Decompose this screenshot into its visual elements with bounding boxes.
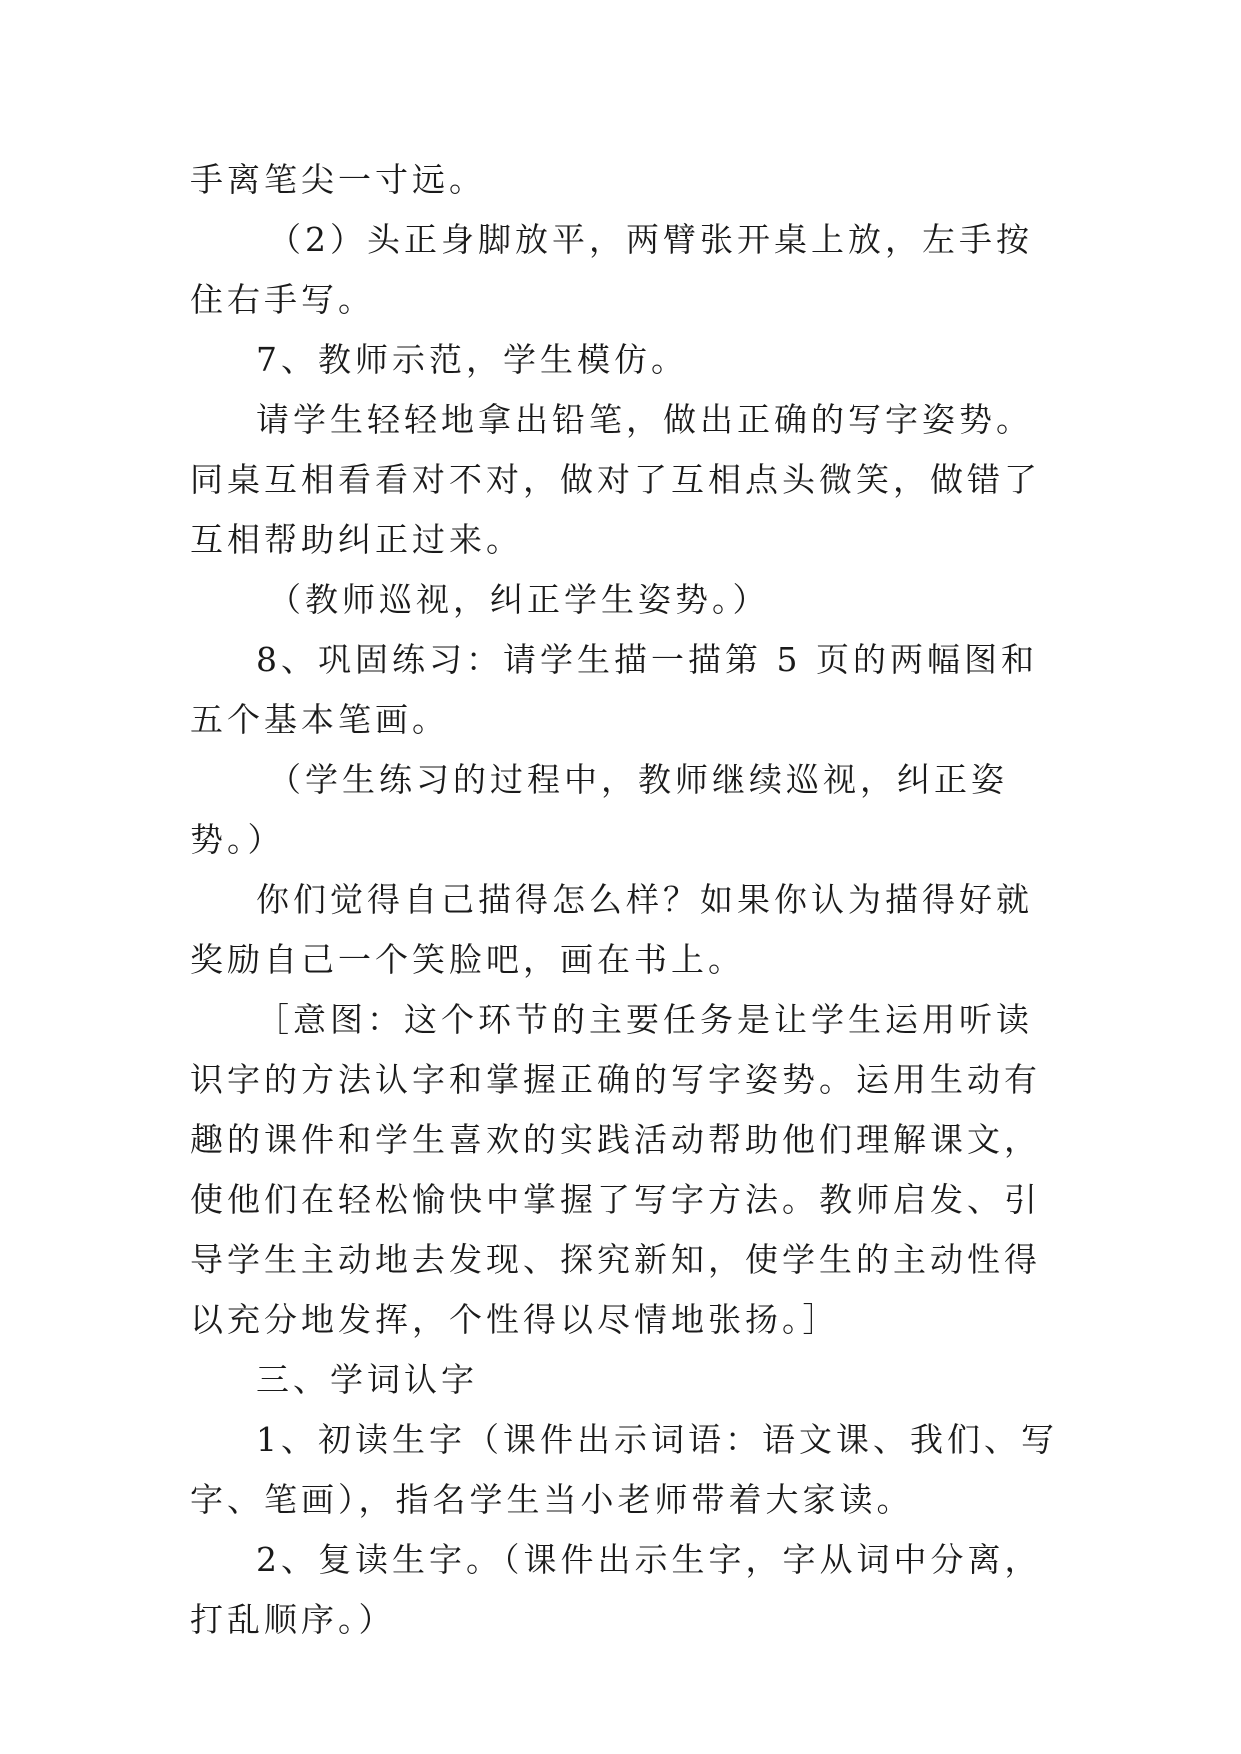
paragraph-posture-rhyme: （2）头正身脚放平，两臂张开桌上放，左手按住右手写。 xyxy=(190,220,1033,319)
paragraph-teacher-note-2: （学生练习的过程中，教师继续巡视，纠正姿势。） xyxy=(190,760,1008,859)
paragraph-step-2: 2、复读生字。（课件出示生字，字从词中分离，打乱顺序。） xyxy=(190,1540,1042,1639)
paragraph-self-reward: 你们觉得自己描得怎么样？如果你认为描得好就奖励自己一个笑脸吧，画在书上。 xyxy=(190,880,1033,979)
paragraph-pencil-practice: 请学生轻轻地拿出铅笔，做出正确的写字姿势。同桌互相看看对不对，做对了互相点头微笑，做错了互相帮助纠正过来。 xyxy=(190,400,1041,559)
paragraph-teacher-note-1: （教师巡视，纠正学生姿势。） xyxy=(268,580,770,619)
paragraph-step-7: 7、教师示范，学生模仿。 xyxy=(256,340,688,379)
paragraph-intent: ［意图：这个环节的主要任务是让学生运用听读识字的方法认字和掌握正确的写字姿势。运用生动有趣的课件和学生喜欢的实践活动帮助他们理解课文，使他们在轻松愉快中掌握了写字方法。教师启发、引导学生主动地去发现、探究新知，使学生的主动性得以充分地发挥，个性得以尽情地张扬。］ xyxy=(190,1000,1041,1339)
paragraph-step-8: 8、巩固练习：请学生描一描第 5 页的两幅图和五个基本笔画。 xyxy=(190,640,1038,739)
paragraph-continuation: 手离笔尖一寸远。 xyxy=(190,160,486,199)
body-text xyxy=(190,150,1060,1650)
paragraph-step-1: 1、初读生字（课件出示词语：语文课、我们、写字、笔画），指名学生当小老师带着大家读。 xyxy=(190,1420,1058,1519)
section-heading-3: 三、学词认字 xyxy=(256,1360,478,1399)
